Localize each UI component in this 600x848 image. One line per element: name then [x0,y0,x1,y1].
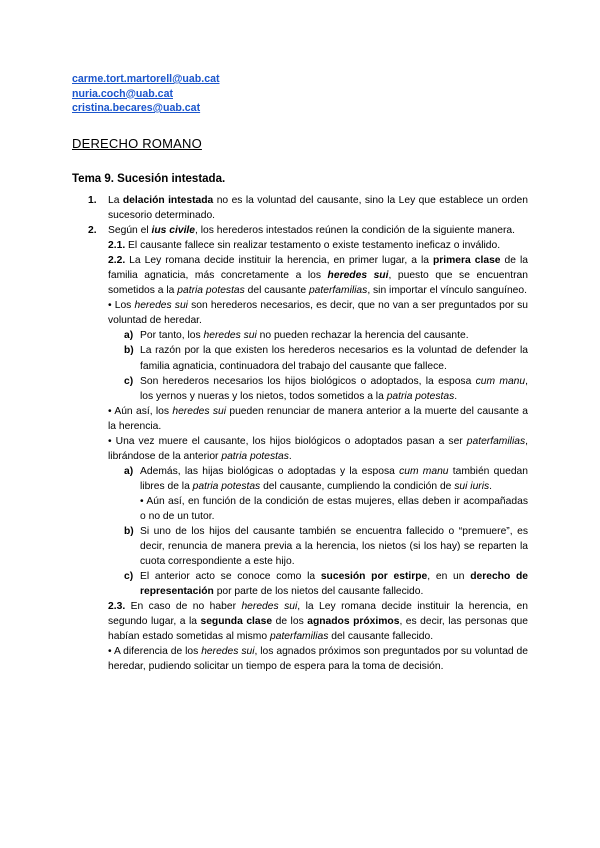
email-link[interactable]: cristina.becares@uab.cat [72,102,201,114]
bullet-paragraph: • Aún así, en función de la condición de estas mujeres, ellas deben ir acompañadas o no de un tutor. [140,495,528,522]
course-heading: DERECHO ROMANO [72,136,202,151]
subsection-2-2: 2.2. La Ley romana decide instituir la herencia, en primer lugar, a la primera clase de la familia agnaticia, más concretamente a los heredes sui, puesto que se encuentran sometidos a la patria potestas del causante paterfamilias, sin importar el vínculo sanguíneo. [108,255,528,297]
lettered-item: a) Por tanto, los heredes sui no pueden rechazar la herencia del causante. [124,330,469,342]
email-list [72,72,220,116]
item-text: Según el ius civile, los herederos intestados reúnen la condición de la siguiente manera. [108,225,516,237]
lettered-item: b) La razón por la que existen los herederos necesarios es la voluntad de defender la familia agnaticia, continuadora del trabajo del causante que fallece. [124,345,528,372]
bullet-paragraph: • Una vez muere el causante, los hijos biológicos o adoptados pasan a ser paterfamilias, librándose de la anterior patria potestas. [108,435,528,462]
item-number: 1. [88,195,97,206]
item-number: 2. [88,225,97,237]
lettered-item: a) Además, las hijas biológicas o adoptadas y la esposa cum manu también quedan libres de la patria potestas del causante, cumpliendo la condición de sui iuris. [124,465,528,492]
bullet-paragraph: • A diferencia de los heredes sui, los agnados próximos son preguntados por su voluntad de heredar, pudiendo solicitar un tiempo de espera para la toma de decisión. [108,646,529,673]
numbered-item [88,193,528,223]
subsection-2-3: 2.3. En caso de no haber heredes sui, la Ley romana decide instituir la herencia, en segundo lugar, a la segunda clase de los agnados próximos, es decir, las personas que habían estado sometidas al mismo paterfamilias del causante fallecido. [108,601,529,643]
bullet-paragraph: • Los heredes sui son herederos necesarios, es decir, que no van a ser preguntados por su voluntad de heredar. [108,300,528,327]
email-link[interactable]: nuria.coch@uab.cat [72,87,173,100]
item-text: La delación intestada no es la voluntad del causante, sino la Ley que establece un orden sucesorio determinado. [108,195,528,222]
bullet-paragraph: • Aún así, los heredes sui pueden renunciar de manera anterior a la muerte del causante a la herencia. [108,405,529,432]
lettered-item: c) El anterior acto se conoce como la sucesión por estirpe, en un derecho de representación por parte de los nietos del causante fallecido. [124,571,528,598]
lettered-item: c) Son herederos necesarios los hijos biológicos o adoptados, la esposa cum manu, los yernos y nueras y los nietos, todos sometidos a la patria potestas. [124,375,529,402]
numbered-item [88,223,528,238]
document-body [88,193,528,675]
topic-title: Tema 9. Sucesión intestada. [72,173,226,185]
email-link[interactable]: carme.tort.martorell@uab.cat [72,73,220,85]
lettered-item: b) Si uno de los hijos del causante también se encuentra fallecido o “premuere”, es decir, renuncia de manera previa a la herencia, los nietos (si los hay) se reparten la cuota correspondiente a este hijo. [124,526,528,568]
subsection-2-1: 2.1. El causante fallece sin realizar testamento o existe testamento ineficaz o inválido. [108,240,501,252]
